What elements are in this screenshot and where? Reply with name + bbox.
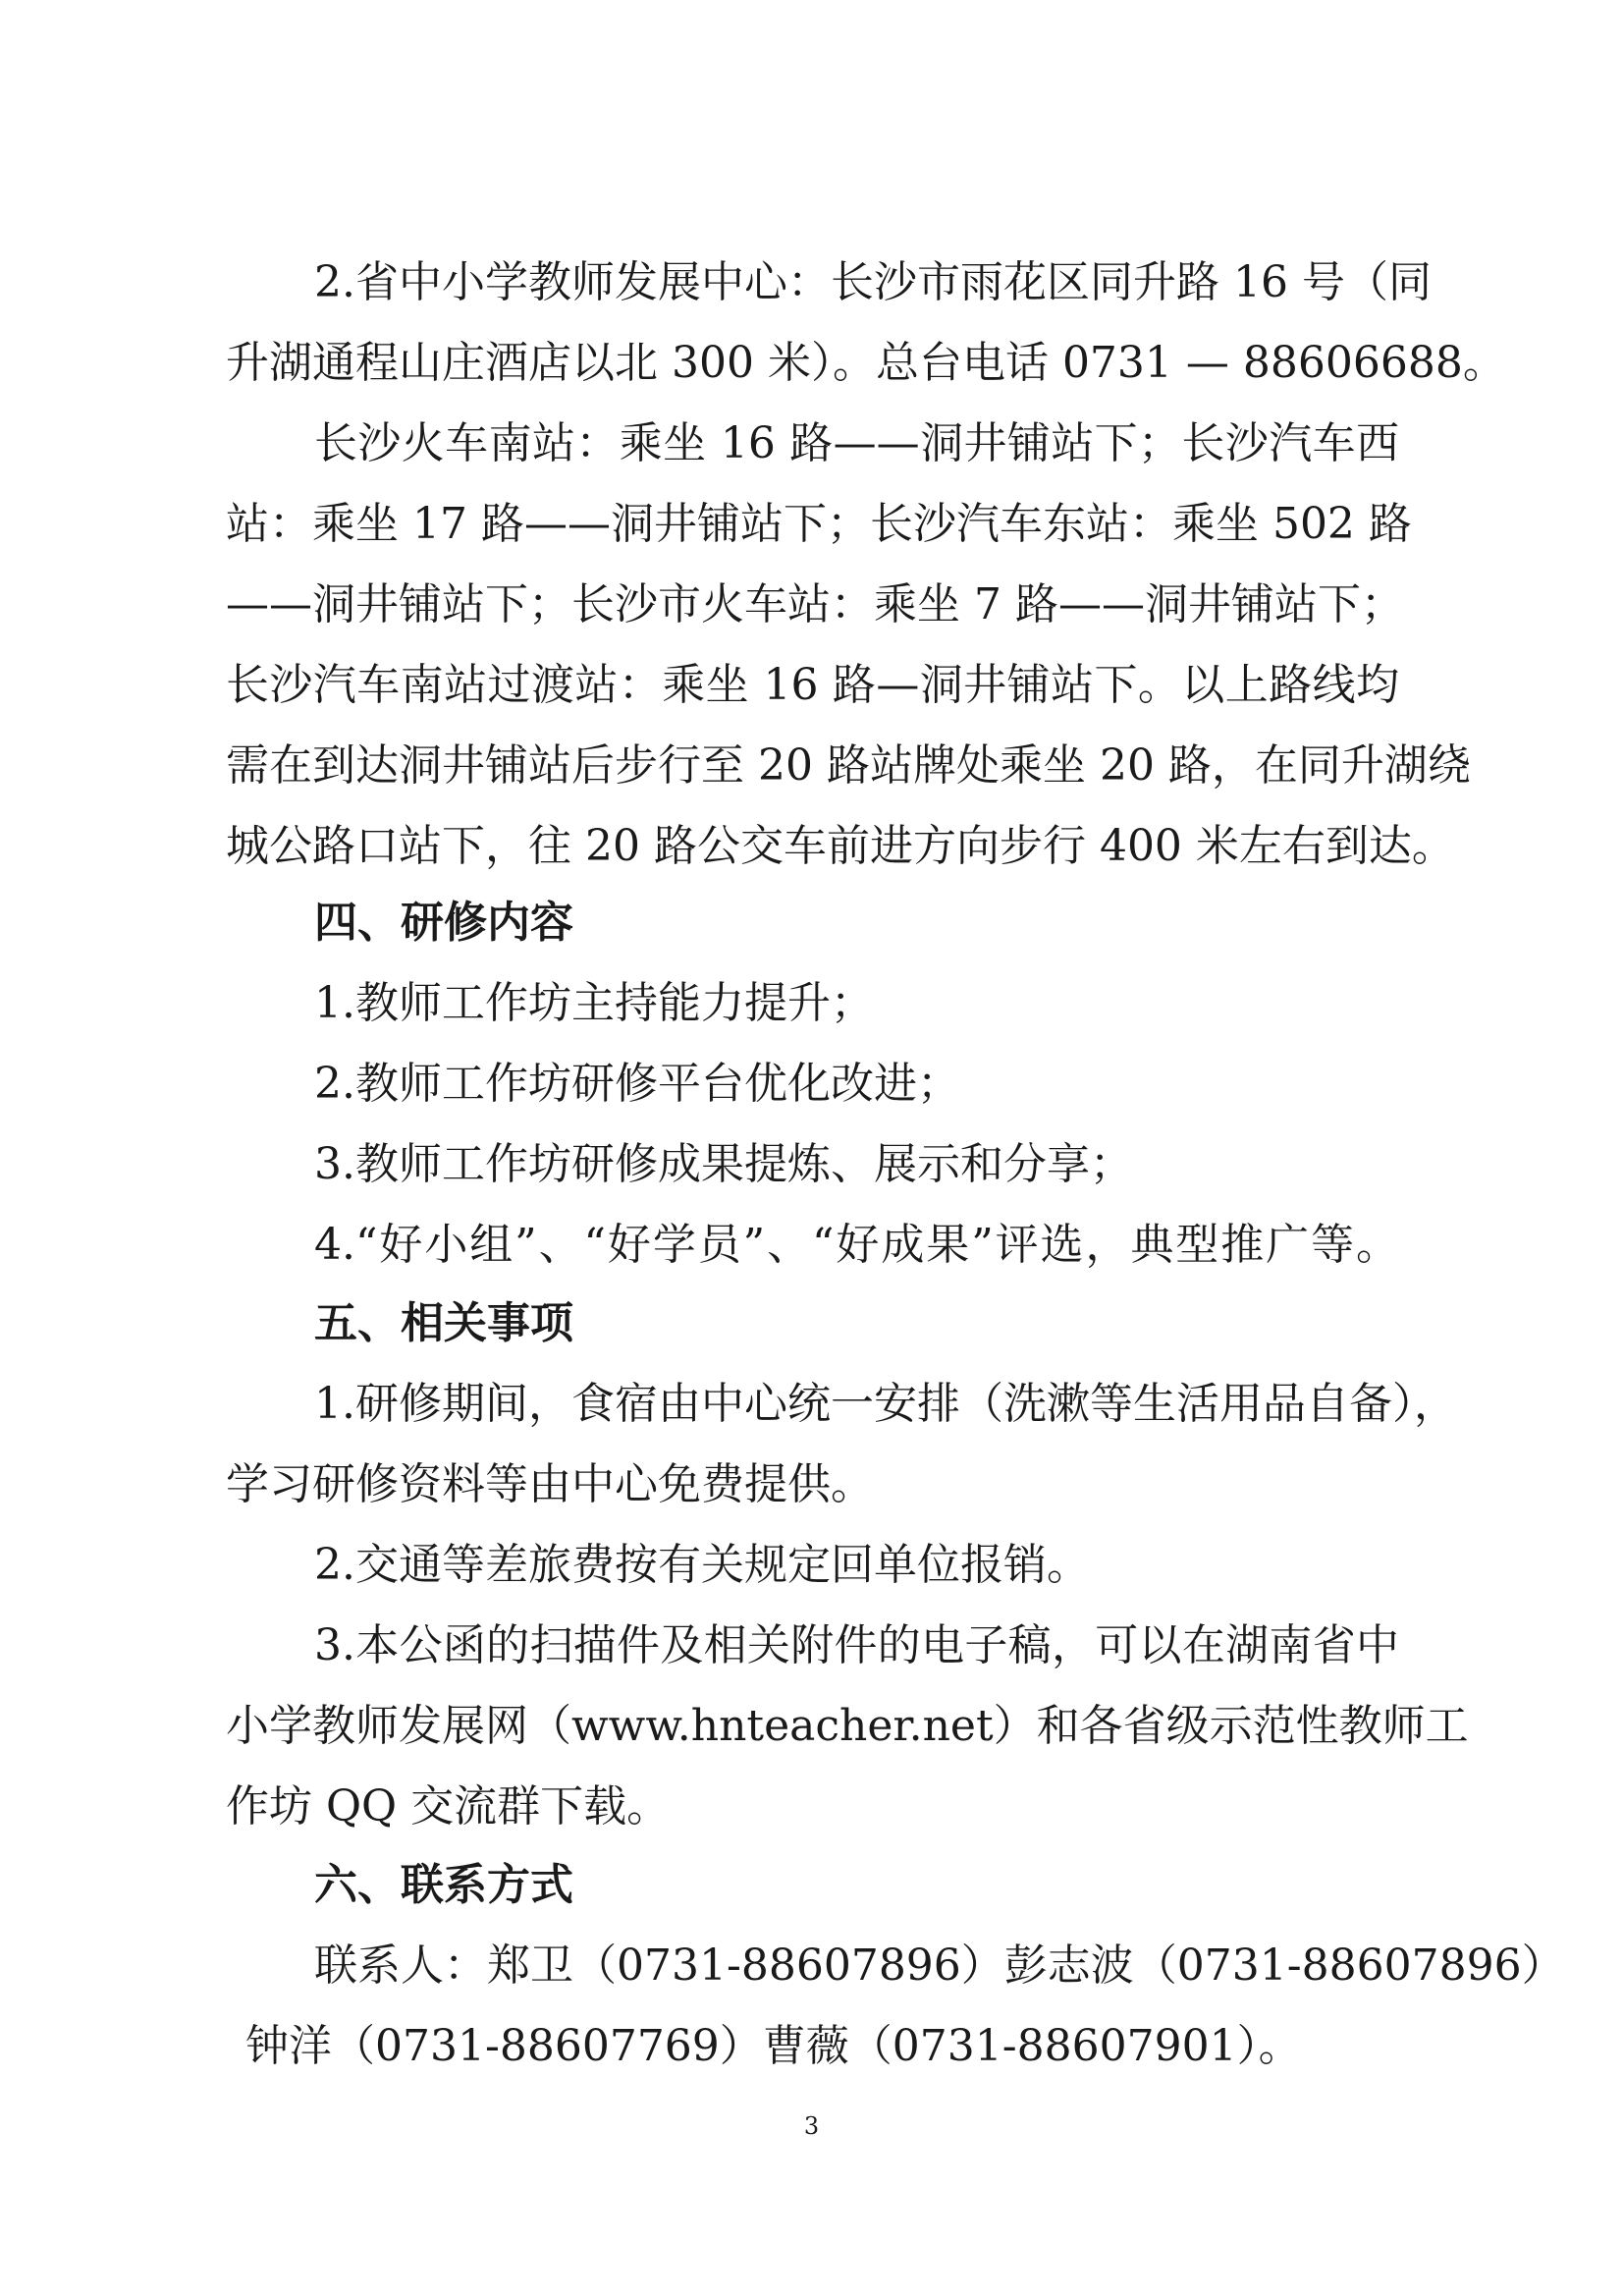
list-item: 2.交通等差旅费按有关规定回单位报销。: [314, 1540, 1090, 1590]
text-line: 学习研修资料等由中心免费提供。: [226, 1459, 874, 1509]
text-line: 需在到达洞井铺站后步行至 20 路站牌处乘坐 20 路，在同升湖绕: [226, 740, 1471, 791]
text-line: 作坊 QQ 交流群下载。: [226, 1781, 671, 1831]
page-number: 3: [803, 2112, 820, 2140]
text-line: 小学教师发展网（www.hnteacher.net）和各省级示范性教师工: [226, 1701, 1469, 1751]
list-item: 2.教师工作坊研修平台优化改进；: [314, 1059, 960, 1109]
list-item: 1.教师工作坊主持能力提升；: [314, 978, 874, 1028]
list-item: 4.“好小组”、“好学员”、“好成果”评选，典型推广等。: [314, 1220, 1399, 1270]
text-line: 3.本公函的扫描件及相关附件的电子稿，可以在湖南省中: [314, 1620, 1399, 1670]
section-heading: 四、研修内容: [314, 898, 573, 948]
text-line: 长沙火车南站：乘坐 16 路——洞井铺站下；长沙汽车西: [314, 418, 1399, 468]
contact-line: 钟洋（0731-88607769）曹薇（0731-88607901）。: [245, 2021, 1302, 2071]
list-item: 3.教师工作坊研修成果提炼、展示和分享；: [314, 1139, 1133, 1189]
contact-line: 联系人：郑卫（0731-88607896）彭志波（0731-88607896）: [314, 1941, 1565, 1991]
section-heading: 六、联系方式: [314, 1860, 573, 1910]
text-line: 站：乘坐 17 路——洞井铺站下；长沙汽车东站：乘坐 502 路: [226, 499, 1412, 549]
text-line: 长沙汽车南站过渡站：乘坐 16 路—洞井铺站下。以上路线均: [226, 660, 1399, 710]
text-line: 2.省中小学教师发展中心：长沙市雨花区同升路 16 号（同: [314, 257, 1432, 307]
text-line: 城公路口站下，往 20 路公交车前进方向步行 400 米左右到达。: [226, 821, 1455, 871]
section-heading: 五、相关事项: [314, 1298, 573, 1348]
text-line: 1.研修期间，食宿由中心统一安排（洗漱等生活用品自备），: [314, 1379, 1457, 1429]
text-line: ——洞井铺站下；长沙市火车站：乘坐 7 路——洞井铺站下；: [226, 579, 1404, 629]
text-line: 升湖通程山庄酒店以北 300 米）。总台电话 0731 — 88606688。: [226, 338, 1506, 388]
